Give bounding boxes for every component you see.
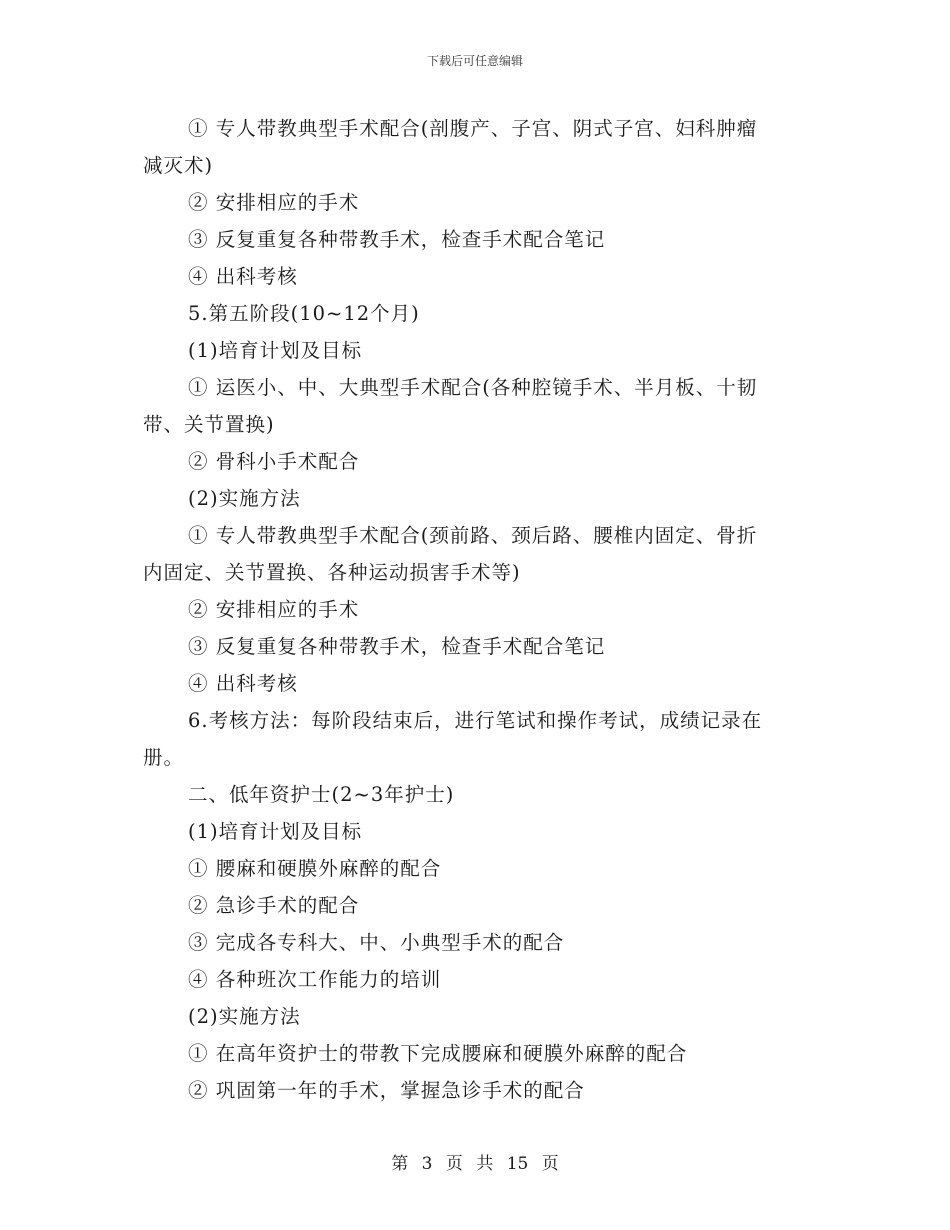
text-line: ① 专人带教典型手术配合(颈前路、颈后路、腰椎内固定、骨折 [188,524,758,547]
text-line: ① 腰麻和硬膜外麻醉的配合 [188,857,442,880]
text-line: ② 安排相应的手术 [188,598,360,621]
text-line: ② 骨科小手术配合 [188,450,360,473]
text-line: 内固定、关节置换、各种运动损害手术等) [143,561,521,584]
text-line: ④ 各种班次工作能力的培训 [188,968,442,991]
text-line: 带、关节置换) [143,413,275,436]
footer-prefix: 第 [391,1154,409,1174]
text-line: ② 巩固第一年的手术，掌握急诊手术的配合 [188,1079,585,1102]
footer-total-pages: 15 [506,1154,529,1174]
page-header: 下载后可任意编辑 [426,54,523,68]
text-line: ③ 完成各专科大、中、小典型手术的配合 [188,931,565,954]
footer-page-word: 页 [445,1154,463,1174]
text-line: 5.第五阶段(10~12个月) [188,302,420,325]
text-line: ① 运医小、中、大典型手术配合(各种腔镜手术、半月板、十韧 [188,376,758,399]
footer-current-page: 3 [421,1154,433,1174]
text-line: (2)实施方法 [188,487,301,510]
text-line: ③ 反复重复各种带教手术，检查手术配合笔记 [188,635,606,658]
text-line: ② 急诊手术的配合 [188,894,360,917]
text-line: ④ 出科考核 [188,672,298,695]
document-body [143,110,808,1109]
text-line: ① 专人带教典型手术配合(剖腹产、子宫、阴式子宫、妇科肿瘤 [188,117,758,140]
text-line: ② 安排相应的手术 [188,191,360,214]
footer-suffix: 页 [541,1154,559,1174]
page-footer [0,1153,950,1175]
footer-total-word: 共 [476,1154,494,1174]
text-line: 6.考核方法：每阶段结束后，进行笔试和操作考试，成绩记录在 [188,709,763,732]
text-line: 二、低年资护士(2~3年护士) [188,783,455,806]
text-line: ④ 出科考核 [188,265,298,288]
text-line: (2)实施方法 [188,1005,301,1028]
text-line: 减灭术) [143,154,214,177]
text-line: 册。 [143,746,185,769]
text-line: ① 在高年资护士的带教下完成腰麻和硬膜外麻醉的配合 [188,1042,688,1065]
text-line: (1)培育计划及目标 [188,339,363,362]
text-line: ③ 反复重复各种带教手术，检查手术配合笔记 [188,228,606,251]
text-line: (1)培育计划及目标 [188,820,363,843]
